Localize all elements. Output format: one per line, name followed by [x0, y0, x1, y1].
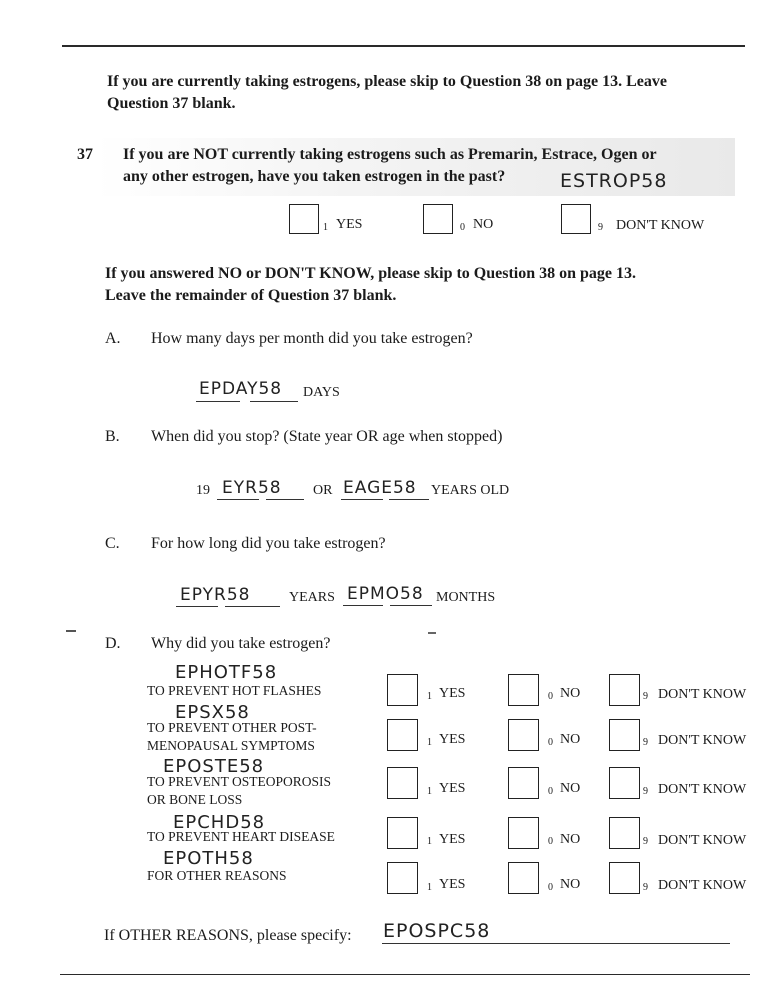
reason-hot-flashes-no-code: 0 [548, 691, 553, 702]
reason-other-postmeno-dontknow-label: DON'T KNOW [658, 733, 747, 748]
qc-months-line-2 [390, 605, 432, 606]
qa-text: How many days per month did you take estrogen? [151, 330, 473, 347]
reason-heart-disease-line-1: TO PREVENT HEART DISEASE [147, 829, 335, 844]
reason-osteoporosis-label [147, 773, 331, 809]
qb-age-line-2 [389, 499, 429, 500]
q37-dontknow-label: DON'T KNOW [616, 218, 705, 233]
qc-years-line-1 [176, 606, 218, 607]
reason-hot-flashes-line-1: TO PREVENT HOT FLASHES [147, 683, 322, 698]
reason-hot-flashes-handwritten: EPHOTF58 [175, 662, 278, 683]
qa-days-line-1 [196, 401, 240, 402]
qa-days-unit: DAYS [303, 385, 340, 400]
qb-age-line-1 [341, 499, 383, 500]
reason-heart-disease-dontknow-checkbox[interactable] [609, 817, 640, 849]
reason-other-dontknow-label: DON'T KNOW [658, 878, 747, 893]
reason-other-postmeno-no-code: 0 [548, 737, 553, 748]
reason-other-yes-checkbox[interactable] [387, 862, 418, 894]
qa-days-line-2 [250, 401, 298, 402]
intro-instruction [107, 71, 747, 115]
qd-letter: D. [105, 635, 121, 652]
reason-other-dontknow-checkbox[interactable] [609, 862, 640, 894]
skip-instruction [105, 263, 745, 307]
reason-other-yes-label: YES [439, 877, 466, 892]
reason-other-postmeno-dontknow-code: 9 [643, 737, 648, 748]
reason-other-yes-code: 1 [427, 882, 432, 893]
top-rule [62, 45, 745, 47]
q37-handwritten-code: ESTROP58 [560, 170, 668, 192]
scan-mark-right [428, 632, 436, 634]
other-reasons-specify-line[interactable] [382, 943, 730, 944]
q37-yes-checkbox[interactable] [289, 204, 319, 234]
reason-heart-disease-yes-label: YES [439, 832, 466, 847]
qb-or: OR [313, 483, 333, 498]
bottom-rule [60, 974, 750, 975]
reason-osteoporosis-yes-label: YES [439, 781, 466, 796]
qb-handwritten-age: EAGE58 [343, 478, 417, 498]
q37-dontknow-code: 9 [598, 222, 603, 233]
reason-osteoporosis-dontknow-code: 9 [643, 786, 648, 797]
reason-osteoporosis-line-1: TO PREVENT OSTEOPOROSIS [147, 774, 332, 789]
q37-no-checkbox[interactable] [423, 204, 453, 234]
qb-years-old-unit: YEARS OLD [431, 483, 510, 498]
qc-years-label: YEARS [289, 590, 335, 605]
reason-other-postmeno-no-checkbox[interactable] [508, 719, 539, 751]
qd-text: Why did you take estrogen? [151, 635, 331, 652]
qc-handwritten-months: EPMO58 [347, 584, 424, 604]
reason-hot-flashes-yes-code: 1 [427, 691, 432, 702]
skip-line-2: Leave the remainder of Question 37 blank. [105, 287, 397, 304]
qa-letter: A. [105, 330, 121, 347]
reason-other-postmeno-yes-checkbox[interactable] [387, 719, 418, 751]
intro-line-1: If you are currently taking estrogens, please skip to Question 38 on page 13. Leave [107, 73, 668, 90]
reason-other-no-checkbox[interactable] [508, 862, 539, 894]
qc-handwritten-years: EPYR58 [180, 585, 251, 605]
reason-hot-flashes-yes-label: YES [439, 686, 466, 701]
qb-text: When did you stop? (State year OR age when stopped) [151, 428, 503, 445]
question-37-line-2: any other estrogen, have you taken estrogen in the past? [123, 168, 506, 185]
qc-years-line-2 [225, 606, 280, 607]
reason-osteoporosis-dontknow-label: DON'T KNOW [658, 782, 747, 797]
reason-other-postmeno-yes-code: 1 [427, 737, 432, 748]
reason-osteoporosis-line-2: OR BONE LOSS [147, 792, 243, 807]
reason-other-postmeno-no-label: NO [560, 732, 581, 747]
reason-osteoporosis-no-checkbox[interactable] [508, 767, 539, 799]
qb-letter: B. [105, 428, 120, 445]
reason-hot-flashes-no-label: NO [560, 686, 581, 701]
reason-osteoporosis-no-label: NO [560, 781, 581, 796]
reason-other-label [147, 867, 287, 885]
reason-osteoporosis-dontknow-checkbox[interactable] [609, 767, 640, 799]
qc-text: For how long did you take estrogen? [151, 535, 386, 552]
reason-osteoporosis-handwritten: EPOSTE58 [163, 756, 265, 777]
reason-osteoporosis-no-code: 0 [548, 786, 553, 797]
reason-other-postmeno-line-1: TO PREVENT OTHER POST- [147, 720, 317, 735]
q37-yes-code: 1 [323, 222, 328, 233]
reason-heart-disease-no-checkbox[interactable] [508, 817, 539, 849]
reason-hot-flashes-dontknow-checkbox[interactable] [609, 674, 640, 706]
reason-other-no-code: 0 [548, 882, 553, 893]
other-reasons-handwritten: EPOSPC58 [383, 920, 491, 942]
reason-heart-disease-no-code: 0 [548, 836, 553, 847]
qc-months-line-1 [343, 605, 383, 606]
reason-hot-flashes-label [147, 682, 321, 700]
reason-osteoporosis-yes-checkbox[interactable] [387, 767, 418, 799]
q37-dontknow-checkbox[interactable] [561, 204, 591, 234]
reason-heart-disease-yes-code: 1 [427, 836, 432, 847]
reason-hot-flashes-dontknow-code: 9 [643, 691, 648, 702]
reason-heart-disease-dontknow-label: DON'T KNOW [658, 833, 747, 848]
reason-heart-disease-no-label: NO [560, 832, 581, 847]
reason-hot-flashes-no-checkbox[interactable] [508, 674, 539, 706]
reason-other-no-label: NO [560, 877, 581, 892]
reason-hot-flashes-yes-checkbox[interactable] [387, 674, 418, 706]
reason-other-postmeno-dontknow-checkbox[interactable] [609, 719, 640, 751]
question-37-number: 37 [77, 146, 93, 163]
reason-other-postmeno-handwritten: EPSX58 [175, 702, 250, 723]
reason-heart-disease-label [147, 828, 335, 846]
reason-hot-flashes-dontknow-label: DON'T KNOW [658, 687, 747, 702]
reason-other-postmeno-line-2: MENOPAUSAL SYMPTOMS [147, 738, 315, 753]
reason-other-postmeno-label [147, 719, 317, 755]
skip-line-1: If you answered NO or DON'T KNOW, please skip to Question 38 on page 13. [105, 265, 637, 282]
qb-year-line-2 [266, 499, 304, 500]
reason-other-line-1: FOR OTHER REASONS [147, 868, 287, 883]
reason-osteoporosis-yes-code: 1 [427, 786, 432, 797]
intro-line-2: Question 37 blank. [107, 95, 236, 112]
other-reasons-prompt: If OTHER REASONS, please specify: [104, 927, 352, 944]
qc-letter: C. [105, 535, 120, 552]
reason-heart-disease-handwritten: EPCHD58 [173, 812, 266, 833]
reason-heart-disease-dontknow-code: 9 [643, 836, 648, 847]
reason-other-postmeno-yes-label: YES [439, 732, 466, 747]
qb-handwritten-year: EYR58 [222, 478, 282, 498]
reason-heart-disease-yes-checkbox[interactable] [387, 817, 418, 849]
qb-year-line-1 [217, 499, 259, 500]
question-37-line-1: If you are NOT currently taking estrogens such as Premarin, Estrace, Ogen or [123, 146, 657, 163]
qc-months-label: MONTHS [436, 590, 496, 605]
q37-no-code: 0 [460, 222, 465, 233]
qa-handwritten-days: EPDAY58 [199, 379, 283, 399]
reason-other-handwritten: EPOTH58 [163, 848, 254, 869]
reason-other-dontknow-code: 9 [643, 882, 648, 893]
qb-year-prefix: 19 [196, 483, 210, 498]
q37-no-label: NO [473, 217, 494, 232]
scan-mark-left [66, 630, 76, 632]
q37-yes-label: YES [336, 217, 363, 232]
